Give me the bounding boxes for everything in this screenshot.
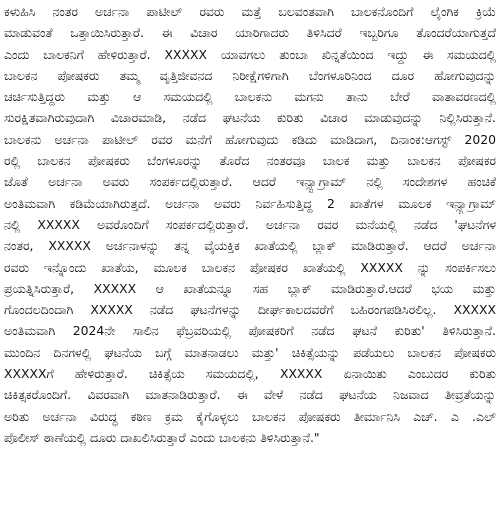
text-line: ಅರಿತು ಅರ್ಚನಾ ವಿರುದ್ಧ ಕಠಿಣ ಕ್ರಮ ಕೈಗೊಳ್ಳಲು ಬಾಲಕನ ಪೋಷಕರು ತೀರ್ಮಾನಿಸಿ ಎಚ್. ಎ .ಎಲ್ bbox=[4, 408, 496, 424]
text-line: ಬಾಲಕನ ಪೋಷಕರು ತಮ್ಮ ವೃತ್ತಿಜೀವನದ ನಿರೀಕ್ಷೆಗಳಿಗಾಗಿ ಬೆಂಗಳೂರಿನಿಂದ ದೂರ ಹೋಗುವುದನ್ನು bbox=[4, 67, 496, 83]
text-line: ನಲ್ಲಿ XXXXX ಅವರೊಂದಿಗೆ ಸಂಪರ್ಕದಲ್ಲಿರುತ್ತಾರೆ. ಅರ್ಚನಾ ರವರ ಮನೆಯಲ್ಲಿ ನಡೆದ 'ಘಟನೆಗಳ bbox=[4, 216, 496, 232]
text-line: XXXXXಗೆ ಹೇಳಿರುತ್ತಾರೆ. ಚಿಕಿತ್ಸೆಯ ಸಮಯದಲ್ಲಿ, XXXXX ಏನಾಯಿತು ಎಂಬುದರ ಕುರಿತು bbox=[4, 366, 496, 382]
text-line: ಎಂದು ಬಾಲಕನಿಗೆ ಹೇಳಿರುತ್ತಾರೆ. XXXXX ಯಾವಗಲು ತುಂಬಾ ಖಿನ್ನತೆಯಿಂದ ಇದ್ದು ಈ ಸಮಯದಲ್ಲಿ bbox=[4, 46, 496, 62]
text-line: ಸುರಕ್ಷಿತವಾಗಿರುವುದಾಗಿ ವಿಚಾರಮಾಡಿ, ನಡೆದ ಘಟನೆಯ ಕುರಿತು ವಿಚಾರ ಮಾಡುವುದನ್ನು ನಿಲ್ಲಿಸಿರುತ್ತಾನೆ. bbox=[4, 110, 496, 126]
text-line: ಗೊಂದಲದಿಂದಾಗಿ XXXXX ನಡೆದ ಘಟನೆಗಳನ್ನು ದೀರ್ಘಕಾಲದವರೆಗೆ ಬಹಿರಂಗಪಡಿಸಿರಲಿಲ್ಲ. XXXXX bbox=[4, 302, 496, 318]
text-line: ಮಾಡುವಂತೆ ಒತ್ತಾಯಿಸಿರುತ್ತಾರೆ. ಈ ವಿಚಾರ ಯಾರಿಗಾದರು ತಿಳಿಸಿದರೆ ಇಬ್ಬರಿಗೂ ತೊಂದರೆಯಾಗುತ್ತದೆ bbox=[4, 25, 496, 41]
text-line: ರವರು ಇನ್ನೊಂದು ಖಾತೆಯ, ಮೂಲಕ ಬಾಲಕನ ಪೋಷಕರ ಖಾತೆಯಲ್ಲಿ XXXXX ನ್ನು ಸಂಪರ್ಕಿಸಲು bbox=[4, 259, 496, 275]
text-line: ಜೊತೆ ಅರ್ಚನಾ ಅವರು ಸಂಪರ್ಕದಲ್ಲಿರುತ್ತಾರೆ. ಆದರೆ ಇನ್ಸ್ಟಾಗ್ರಾಮ್ ನಲ್ಲಿ ಸಂದೇಶಗಳ ಹಂಚಿಕೆ bbox=[4, 174, 496, 190]
text-line: ರಲ್ಲಿ ಬಾಲಕನ ಪೋಷಕರು ಬೆಂಗಳೂರನ್ನು ತೊರೆದ ನಂತರವೂ ಬಾಲಕ ಮತ್ತು ಬಾಲಕನ ಪೋಷಕರ bbox=[4, 153, 496, 169]
text-line: ಕಳುಹಿಸಿ ನಂತರ ಅರ್ಚನಾ ಪಾಟೀಲ್ ರವರು ಮತ್ತೆ ಬಲವಂತವಾಗಿ ಬಾಲಕನೊಂದಿಗೆ ಲೈಂಗಿಕ ಕ್ರಿಯೆ bbox=[4, 4, 496, 19]
text-line: ಪ್ರಯತ್ನಿಸಿರುತ್ತಾರೆ, XXXXX ಆ ಖಾತೆಯನ್ನೂ ಸಹ ಬ್ಲಾಕ್ ಮಾಡಿರುತ್ತಾರೆ.ಆದರೆ ಭಯ ಮತ್ತು bbox=[4, 280, 496, 296]
text-line: ಪೊಲೀಸ್ ಠಾಣೆಯಲ್ಲಿ ದೂರು ದಾಖಲಿಸಿರುತ್ತಾರೆ ಎಂದು ಬಾಲಕನು ತಿಳಿಸಿರುತ್ತಾನೆ." bbox=[4, 429, 320, 445]
text-line: ನಂತರ, XXXXX ಅರ್ಚನಾಳನ್ನು ತನ್ನ ವೈಯಕ್ತಿಕ ಖಾತೆಯಲ್ಲಿ ಬ್ಲಾಕ್ ಮಾಡಿರುತ್ತಾರೆ. ಆದರೆ ಅರ್ಚನಾ bbox=[4, 238, 496, 254]
text-line: ಅಂತಿಮವಾಗಿ ಕಡಿಮೆಯಾಗಿರುತ್ತದೆ. ಅರ್ಚನಾ ಅವರು ನಿರ್ವಹಿಸುತ್ತಿದ್ದ 2 ಖಾತೆಗಳ ಮೂಲಕ ಇನ್ಸ್ಟಾಗ್ರಾಮ್ bbox=[4, 195, 496, 211]
text-line: ಚಿಕಿತ್ಸಕರೊಂದಿಗೆ. ವಿವರವಾಗಿ ಮಾತನಾಡಿರುತ್ತಾರೆ. ಈ ವೇಳೆ ನಡೆದ ಘಟನೆಯ ನಿಜವಾದ ತೀವ್ರತೆಯನ್ನು bbox=[4, 387, 496, 403]
text-line: ಮುಂದಿನ ದಿನಗಳಲ್ಲಿ ಘಟನೆಯ ಬಗ್ಗೆ ಮಾತನಾಡಲು ಮತ್ತು' ಚಿಕಿತ್ಸೆಯನ್ನು ಪಡೆಯಲು ಬಾಲಕನ ಪೋಷಕರು bbox=[4, 344, 496, 360]
text-line: ಚರ್ಚಿಸುತ್ತಿದ್ದರು ಮತ್ತು ಆ ಸಮಯದಲ್ಲಿ ಬಾಲಕನು ಮಗನು ತಾನು ಬೇರೆ ವಾತಾವರಣದಲ್ಲಿ bbox=[4, 89, 496, 105]
text-line: ಬಾಲಕನು ಅರ್ಚನಾ ಪಾಟೀಲ್ ರವರ ಮನೆಗೆ ಹೋಗುವುದು ಕಡಿದು ಮಾಡಿದಾಗ, ದಿನಾಂಕ:ಆಗಸ್ಟ್ 2020 bbox=[4, 131, 496, 147]
text-line: ಅಂತಿಮವಾಗಿ 2024ನೇ ಸಾಲಿನ ಫೆಬ್ರವರಿಯಲ್ಲಿ ಪೋಷಕರಿಗೆ ನಡೆದ ಘಟನೆ ಕುರಿತು' ತಿಳಿಸಿರುತ್ತಾನೆ. bbox=[4, 323, 496, 339]
